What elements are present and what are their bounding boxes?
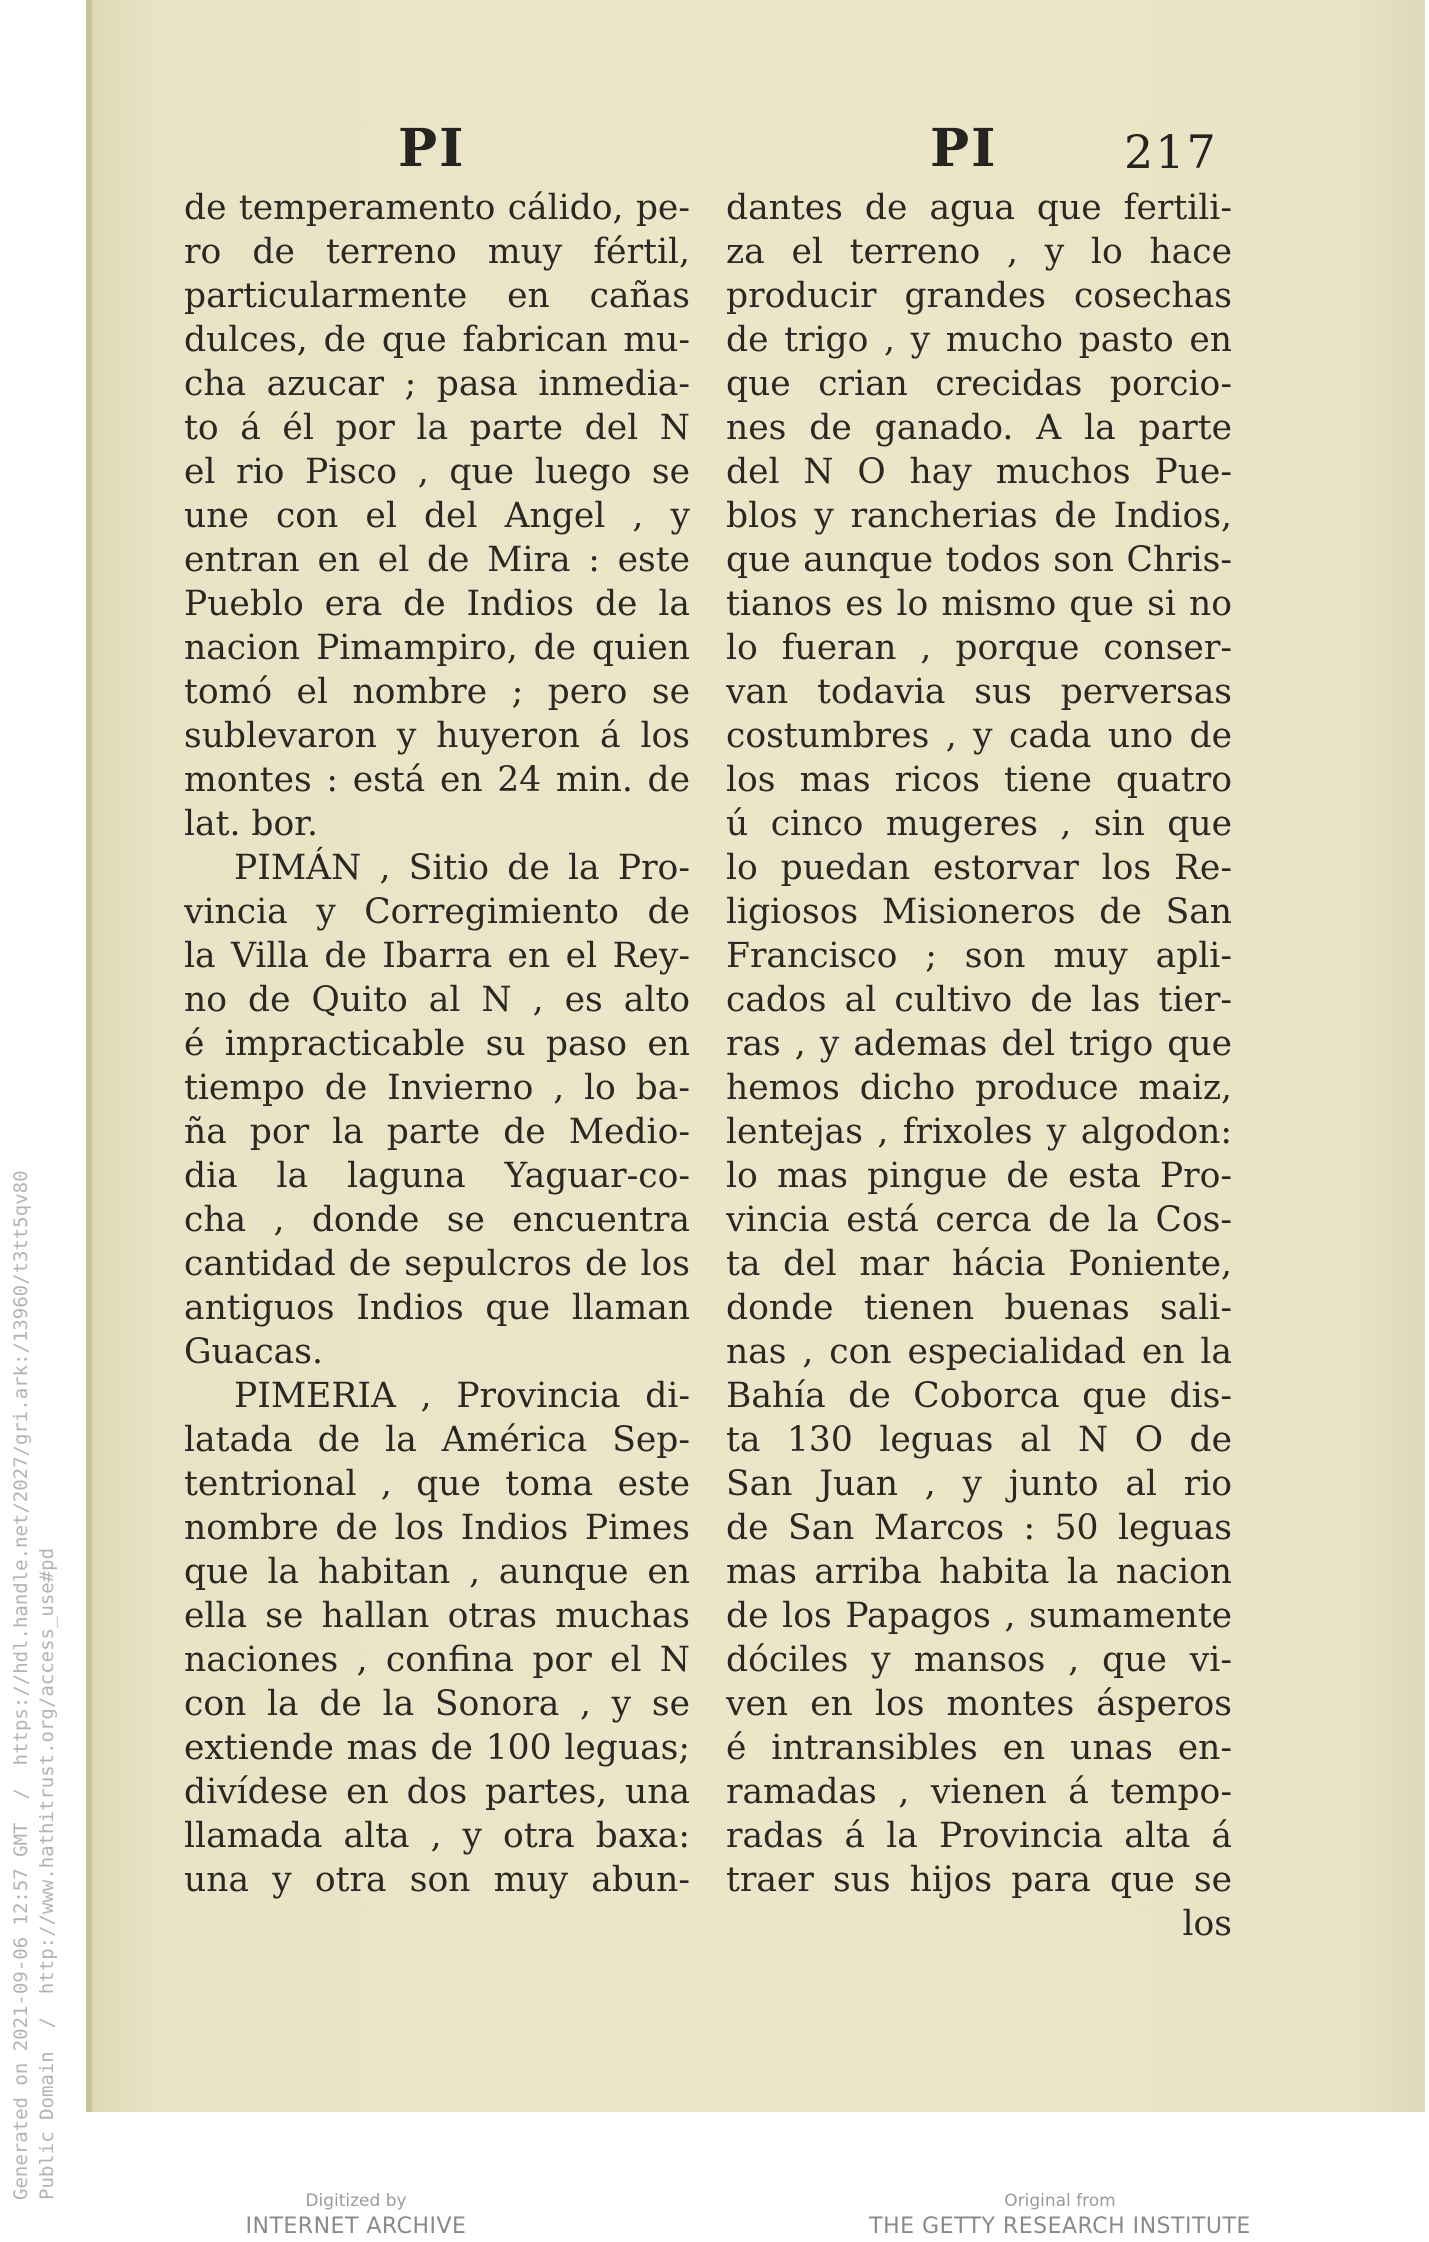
- text-line: nacion Pimampiro, de quien: [184, 628, 690, 668]
- text-line: el rio Pisco , que luego se: [184, 452, 690, 492]
- text-line: ligiosos Misioneros de San: [726, 892, 1232, 932]
- text-line: ta del mar hácia Poniente,: [726, 1244, 1232, 1284]
- digitized-by-label: Digitized by: [305, 2191, 407, 2211]
- text-line: ella se hallan otras muchas: [184, 1596, 690, 1636]
- text-line: tianos es lo mismo que si no: [726, 584, 1232, 624]
- text-line: nombre de los Indios Pimes: [184, 1508, 690, 1548]
- text-line: nas , con especialidad en la: [726, 1332, 1232, 1372]
- text-line: PIMÁN , Sitio de la Pro-: [234, 848, 690, 888]
- text-line: San Juan , y junto al rio: [726, 1464, 1232, 1504]
- text-line: particularmente en cañas: [184, 276, 690, 316]
- text-line: que aunque todos son Chris-: [726, 540, 1232, 580]
- text-line: entran en el de Mira : este: [184, 540, 690, 580]
- text-line: Bahía de Coborca que dis-: [726, 1376, 1232, 1416]
- text-line: é impracticable su paso en: [184, 1024, 690, 1064]
- hathitrust-watermark: [0, 0, 80, 2242]
- text-line: za el terreno , y lo hace: [726, 232, 1232, 272]
- text-line: to á él por la parte del N: [184, 408, 690, 448]
- text-line: sublevaron y huyeron á los: [184, 716, 690, 756]
- text-line: cha azucar ; pasa inmedia-: [184, 364, 690, 404]
- getty-institute-text: THE GETTY RESEARCH INSTITUTE: [869, 2214, 1251, 2239]
- page-binding-edge: [86, 0, 92, 2112]
- text-line: lat. bor.: [184, 804, 318, 844]
- text-line: dóciles y mansos , que vi-: [726, 1640, 1232, 1680]
- text-line: lentejas , frixoles y algodon:: [726, 1112, 1232, 1152]
- text-line: cha , donde se encuentra: [184, 1200, 690, 1240]
- text-line: lo puedan estorvar los Re-: [726, 848, 1232, 888]
- original-from-label: Original from: [1004, 2191, 1116, 2211]
- text-line: producir grandes cosechas: [726, 276, 1232, 316]
- text-line: ú cinco mugeres , sin que: [726, 804, 1232, 844]
- running-head-right: PI: [930, 118, 998, 179]
- text-line: extiende mas de 100 leguas;: [184, 1728, 690, 1768]
- footer-digitized-by: [196, 2190, 516, 2242]
- watermark-line-2: Public Domain / http://www.hathitrust.org/access_use#pd: [36, 1547, 58, 2200]
- text-line: divídese en dos partes, una: [184, 1772, 690, 1812]
- text-line: con la de la Sonora , y se: [184, 1684, 690, 1724]
- watermark-line-1: Generated on 2021-09-06 12:57 GMT / https://hdl.handle.net/2027/gri.ark:/13960/t3tt5qv80: [10, 1170, 32, 2200]
- text-line: tentrional , que toma este: [184, 1464, 690, 1504]
- footer-original-from: [860, 2190, 1260, 2242]
- text-line: lo mas pingue de esta Pro-: [726, 1156, 1232, 1196]
- text-line: cantidad de sepulcros de los: [184, 1244, 690, 1284]
- text-line: montes : está en 24 min. de: [184, 760, 690, 800]
- text-line: que la habitan , aunque en: [184, 1552, 690, 1592]
- text-line: traer sus hijos para que se: [726, 1860, 1232, 1900]
- text-line: donde tienen buenas sali-: [726, 1288, 1232, 1328]
- text-line: de trigo , y mucho pasto en: [726, 320, 1232, 360]
- text-line: ta 130 leguas al N O de: [726, 1420, 1232, 1460]
- running-head-left: PI: [398, 118, 466, 179]
- text-line: vincia está cerca de la Cos-: [726, 1200, 1232, 1240]
- text-line: los: [1182, 1904, 1232, 1944]
- text-line: mas arriba habita la nacion: [726, 1552, 1232, 1592]
- text-line: antiguos Indios que llaman: [184, 1288, 690, 1328]
- text-line: dantes de agua que fertili-: [726, 188, 1232, 228]
- text-line: Francisco ; son muy apli-: [726, 936, 1232, 976]
- text-line: vincia y Corregimiento de: [184, 892, 690, 932]
- text-line: ro de terreno muy fértil,: [184, 232, 690, 272]
- text-line: de San Marcos : 50 leguas: [726, 1508, 1232, 1548]
- internet-archive-logo-text: INTERNET ARCHIVE: [245, 2214, 467, 2239]
- text-line: de los Papagos , sumamente: [726, 1596, 1232, 1636]
- text-column-left: [184, 186, 690, 1902]
- text-line: PIMERIA , Provincia di-: [234, 1376, 690, 1416]
- watermark-text: [8, 1170, 60, 2200]
- text-line: ramadas , vienen á tempo-: [726, 1772, 1232, 1812]
- text-line: costumbres , y cada uno de: [726, 716, 1232, 756]
- text-line: que crian crecidas porcio-: [726, 364, 1232, 404]
- text-line: tiempo de Invierno , lo ba-: [184, 1068, 690, 1108]
- text-line: llamada alta , y otra baxa:: [184, 1816, 690, 1856]
- text-line: los mas ricos tiene quatro: [726, 760, 1232, 800]
- text-line: ras , y ademas del trigo que: [726, 1024, 1232, 1064]
- text-line: blos y rancherias de Indios,: [726, 496, 1232, 536]
- text-line: une con el del Angel , y: [184, 496, 690, 536]
- text-line: Guacas.: [184, 1332, 323, 1372]
- text-line: naciones , confina por el N: [184, 1640, 690, 1680]
- text-line: radas á la Provincia alta á: [726, 1816, 1232, 1856]
- page-number: 217: [1124, 125, 1218, 179]
- text-line: latada de la América Sep-: [184, 1420, 690, 1460]
- text-line: de temperamento cálido, pe-: [184, 188, 690, 228]
- text-line: dulces, de que fabrican mu-: [184, 320, 690, 360]
- text-line: nes de ganado. A la parte: [726, 408, 1232, 448]
- text-line: van todavia sus perversas: [726, 672, 1232, 712]
- text-line: hemos dicho produce maiz,: [726, 1068, 1232, 1108]
- text-line: tomó el nombre ; pero se: [184, 672, 690, 712]
- text-line: ven en los montes ásperos: [726, 1684, 1232, 1724]
- text-line: del N O hay muchos Pue-: [726, 452, 1232, 492]
- text-line: é intransibles en unas en-: [726, 1728, 1232, 1768]
- text-line: no de Quito al N , es alto: [184, 980, 690, 1020]
- text-line: ña por la parte de Medio-: [184, 1112, 690, 1152]
- text-line: dia la laguna Yaguar-co-: [184, 1156, 690, 1196]
- text-line: una y otra son muy abun-: [184, 1860, 690, 1900]
- text-line: cados al cultivo de las tier-: [726, 980, 1232, 1020]
- text-line: la Villa de Ibarra en el Rey-: [184, 936, 690, 976]
- text-line: lo fueran , porque conser-: [726, 628, 1232, 668]
- text-line: Pueblo era de Indios de la: [184, 584, 690, 624]
- text-column-right: [726, 186, 1232, 1946]
